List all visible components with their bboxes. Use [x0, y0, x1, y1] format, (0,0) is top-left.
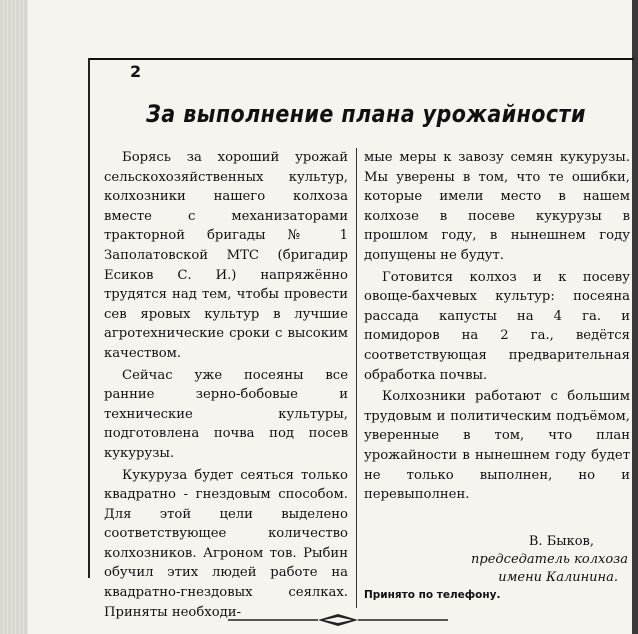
- frame-left-rule: [88, 58, 90, 578]
- phone-note: Принято по телефону.: [364, 589, 501, 601]
- top-rule: [88, 58, 634, 60]
- ornament-divider-icon: [228, 612, 448, 628]
- paragraph: Сейчас уже посеяны все ранние зерно-бобовые и технические культуры, подготовлена почва под посев кукурузы.: [104, 367, 348, 461]
- author-name: В. Быков,: [528, 534, 594, 549]
- paragraph: Кукуруза будет сеяться только квадратно - гнездовым способом. Для этой цели выделено соответствующее количество колхозников. Агроном тов. Рыбин обучил этих людей работе на квадратно-гнездовых сеялках. Приняты необходи-: [104, 467, 348, 620]
- author-title: председатель колхоза: [471, 552, 628, 567]
- page-number: 2: [130, 62, 142, 81]
- article-headline: За выполнение плана урожайности: [146, 100, 586, 128]
- paragraph: Готовится колхоз и к посеву овоще-бахчевых культур: посеяна рассада капусты на 4 га. и помидоров на 2 га., ведётся соответствующая предварительная обработка почвы.: [364, 269, 630, 383]
- paragraph: Колхозники работают с большим трудовым и политическим подъёмом, уверенные в том, что план урожайности в нынешнем году будет не только выполнен, но и перевыполнен.: [364, 389, 630, 503]
- paragraph: Борясь за хороший урожай сельскохозяйственных культур, колхозники нашего колхоза вместе с механизаторами тракторной бригады № 1 Заполатовской МТС (бригадир Есиков С. И.) напряжённо трудятся над тем, чтобы провести сев яровых культур в лучшие агротехнические сроки с высоким качеством.: [104, 150, 348, 361]
- paragraph: мые меры к завозу семян кукурузы. Мы уверены в том, что те ошибки, которые имели место в нашем колхозе в посеве кукурузы в прошлом году, в нынешнем году допущены не будут.: [364, 150, 630, 263]
- column-divider: [356, 148, 357, 608]
- signature-block: [364, 533, 630, 587]
- page-right-border: [632, 0, 638, 634]
- page-fold-shadow: [0, 0, 28, 634]
- author-organization: имени Калинина.: [498, 570, 618, 585]
- article-column-left: [104, 148, 348, 624]
- article-column-right: [364, 148, 630, 507]
